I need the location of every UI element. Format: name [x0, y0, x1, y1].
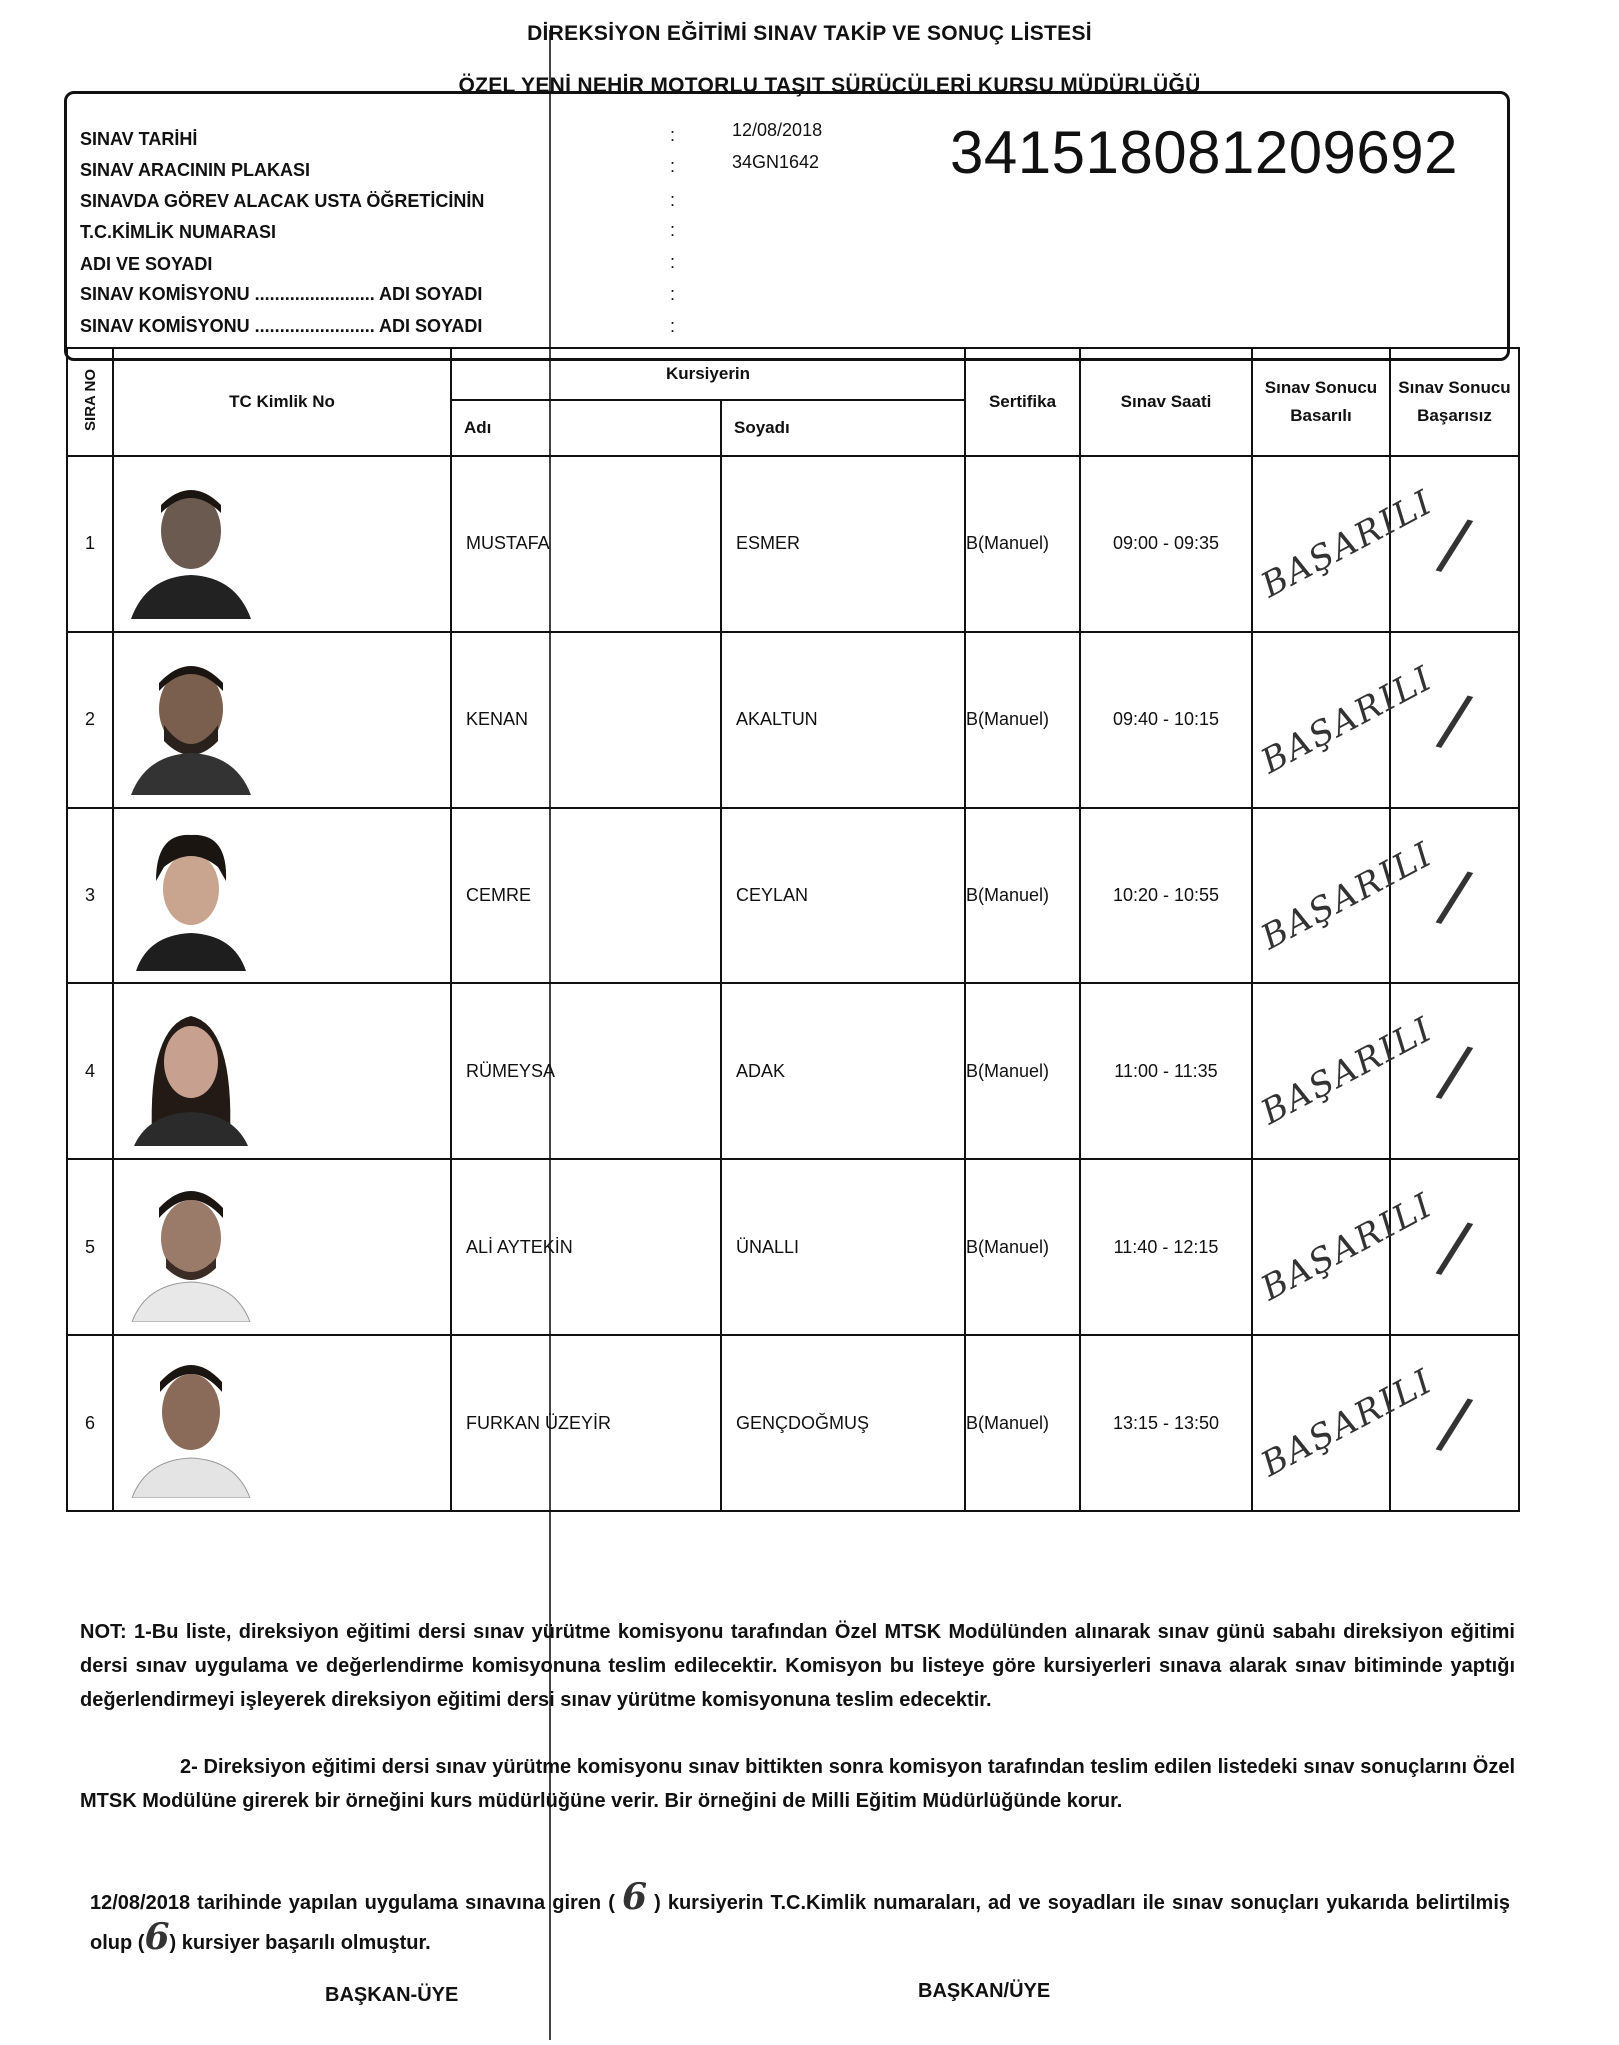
handwritten-result: BAŞARILI: [1254, 833, 1440, 958]
certificate: B(Manuel): [965, 983, 1080, 1159]
table-row: [67, 808, 1519, 984]
header-tc: TC Kimlik No: [113, 348, 451, 456]
table-row: [67, 632, 1519, 808]
handwritten-result: BAŞARILI: [1254, 482, 1440, 606]
signature-left: BAŞKAN-ÜYE: [325, 1984, 459, 2006]
info-label-plate: SINAV ARACININ PLAKASI: [80, 160, 311, 180]
first-name: KENAN: [451, 632, 721, 808]
info-colon: :: [670, 284, 676, 304]
header-basarili: Sınav Sonucu Basarılı: [1252, 348, 1390, 456]
last-name: GENÇDOĞMUŞ: [721, 1335, 965, 1511]
handwritten-slash: /: [1432, 1028, 1477, 1115]
tc-cell: [113, 1335, 451, 1511]
note-1: NOT: 1-Bu liste, direksiyon eğitimi dersi sınav yürütme komisyonu tarafından Özel MTSK Modülünden alınarak sınav günü sabahı direksiyon eğitimi dersi sınav uygulama ve değerlendirme komisyonuna teslim edilecektir. Komisyon bu listeye göre kursiyerleri sınava alarak sınav bitiminde yaptığı değerlendirmeyi işleyerek direksiyon eğitimi dersi sınav yürütme komisyonuna teslim edecektir.: [80, 1621, 1515, 1711]
table-row: [67, 983, 1519, 1159]
exam-time: 11:40 - 12:15: [1080, 1159, 1252, 1335]
handwritten-result: BAŞARILI: [1254, 657, 1440, 782]
result-passed: [1252, 983, 1440, 1159]
summary-text-a: 12/08/2018 tarihinde yapılan uygulama sınavına giren (: [90, 1892, 615, 1914]
tc-cell: [113, 632, 451, 808]
info-label-date: SINAV TARİHİ: [80, 129, 198, 149]
student-photo: [126, 996, 256, 1146]
certificate: B(Manuel): [965, 1159, 1080, 1335]
student-photo: [126, 1172, 256, 1322]
result-failed: [1390, 1159, 1519, 1335]
header-saat: Sınav Saati: [1080, 348, 1252, 456]
result-failed: [1390, 983, 1519, 1159]
results-table-wrapper: [66, 347, 1518, 1512]
header-row: [67, 348, 1519, 400]
header-kursiyerin: Kursiyerin: [451, 348, 965, 400]
row-number: 3: [67, 808, 113, 984]
summary-text-b: ) kursiyerin T.C.Kimlik numaraları, ad ve soyadları ile sınav sonuçları yukarıda belirtilmiş olup (: [90, 1892, 1511, 1954]
tc-cell: [113, 983, 451, 1159]
document-title: DİREKSİYON EĞİTİMİ SINAV TAKİP VE SONUÇ LİSTESİ: [527, 22, 1092, 45]
handwritten-result: BAŞARILI: [1254, 1009, 1440, 1134]
row-number: 2: [67, 632, 113, 808]
student-photo: [126, 1348, 256, 1498]
result-passed: [1252, 632, 1440, 808]
handwritten-count: 6: [621, 1876, 648, 1918]
last-name: ESMER: [721, 456, 965, 632]
signature-right: BAŞKAN/ÜYE: [918, 1980, 1051, 2002]
student-photo: [126, 645, 256, 795]
tc-cell: [113, 1159, 451, 1335]
summary-text-c: ) kursiyer başarılı olmuştur.: [169, 1932, 431, 1954]
note-2: 2- Direksiyon eğitimi dersi sınav yürütme komisyonu sınav bittikten sonra komisyon tarafından teslim edilen listedeki sınav sonuçlarını Özel MTSK Modülüne girerek bir örneğini kurs müdürlüğüne verir. Bir örneğini de Milli Eğitim Müdürlüğünde korur.: [80, 1756, 1515, 1812]
info-label-name: ADI VE SOYADI: [80, 254, 213, 274]
first-name: RÜMEYSA: [451, 983, 721, 1159]
result-failed: [1390, 1335, 1519, 1511]
exam-time: 09:40 - 10:15: [1080, 632, 1252, 808]
exam-time: 10:20 - 10:55: [1080, 808, 1252, 984]
handwritten-result: BAŞARILI: [1254, 1185, 1440, 1310]
info-label-tc: T.C.KİMLİK NUMARASI: [80, 222, 276, 242]
info-label-commission-1: SINAV KOMİSYONU ........................ ADI SOYADI: [80, 284, 483, 304]
info-label-commission-2: SINAV KOMİSYONU ........................ ADI SOYADI: [80, 316, 483, 336]
certificate: B(Manuel): [965, 632, 1080, 808]
row-number: 1: [67, 456, 113, 632]
certificate: B(Manuel): [965, 1335, 1080, 1511]
document-subtitle: ÖZEL YENİ NEHİR MOTORLU TAŞIT SÜRÜCÜLERİ KURSU MÜDÜRLÜĞÜ: [458, 74, 1201, 97]
header-sertifika: Sertifika: [965, 348, 1080, 456]
certificate: B(Manuel): [965, 456, 1080, 632]
info-colon: :: [670, 125, 676, 145]
info-colon: :: [670, 316, 676, 336]
last-name: ADAK: [721, 983, 965, 1159]
result-failed: [1390, 632, 1519, 808]
result-passed: [1252, 808, 1440, 984]
info-label-instructor: SINAVDA GÖREV ALACAK USTA ÖĞRETİCİNİN: [80, 191, 485, 211]
exam-number: 341518081209692: [950, 119, 1459, 186]
handwritten-slash: /: [1432, 501, 1477, 587]
table-row: [67, 1335, 1519, 1511]
student-photo: [126, 469, 256, 619]
first-name: MUSTAFA: [451, 456, 721, 632]
tc-cell: [113, 456, 451, 632]
student-photo: [126, 821, 256, 971]
handwritten-result: BAŞARILI: [1254, 1361, 1440, 1485]
first-name: CEMRE: [451, 808, 721, 984]
info-colon: :: [670, 220, 676, 240]
result-failed: [1390, 456, 1519, 632]
first-name: FURKAN ÜZEYİR: [451, 1335, 721, 1511]
info-colon: :: [670, 252, 676, 272]
handwritten-slash: /: [1432, 852, 1477, 939]
info-colon: :: [670, 190, 676, 210]
result-failed: [1390, 808, 1519, 984]
results-table: [66, 347, 1520, 1512]
handwritten-slash: /: [1432, 1380, 1477, 1466]
row-number: 4: [67, 983, 113, 1159]
handwritten-slash: /: [1432, 1204, 1477, 1290]
result-passed: [1252, 1335, 1440, 1511]
table-row: [67, 456, 1519, 632]
certificate: B(Manuel): [965, 808, 1080, 984]
handwritten-slash: /: [1432, 677, 1477, 763]
header-adi: Adı: [451, 400, 721, 456]
header-basarisiz: Sınav Sonucu Başarısız: [1390, 348, 1519, 456]
table-row: [67, 1159, 1519, 1335]
info-value-date: 12/08/2018: [732, 120, 823, 140]
result-passed: [1252, 1159, 1440, 1335]
row-number: 5: [67, 1159, 113, 1335]
header-soyadi: Soyadı: [721, 400, 965, 456]
exam-time: 09:00 - 09:35: [1080, 456, 1252, 632]
result-passed: [1252, 456, 1440, 632]
tc-cell: [113, 808, 451, 984]
summary-line: [90, 1876, 1511, 1960]
row-number: 6: [67, 1335, 113, 1511]
header-sira-no: SIRA NO: [67, 348, 113, 456]
last-name: ÜNALLI: [721, 1159, 965, 1335]
exam-time: 13:15 - 13:50: [1080, 1335, 1252, 1511]
last-name: CEYLAN: [721, 808, 965, 984]
info-value-plate: 34GN1642: [732, 152, 820, 172]
first-name: ALİ AYTEKİN: [451, 1159, 721, 1335]
last-name: AKALTUN: [721, 632, 965, 808]
handwritten-count: 6: [144, 1916, 170, 1958]
info-colon: :: [670, 156, 676, 176]
exam-time: 11:00 - 11:35: [1080, 983, 1252, 1159]
